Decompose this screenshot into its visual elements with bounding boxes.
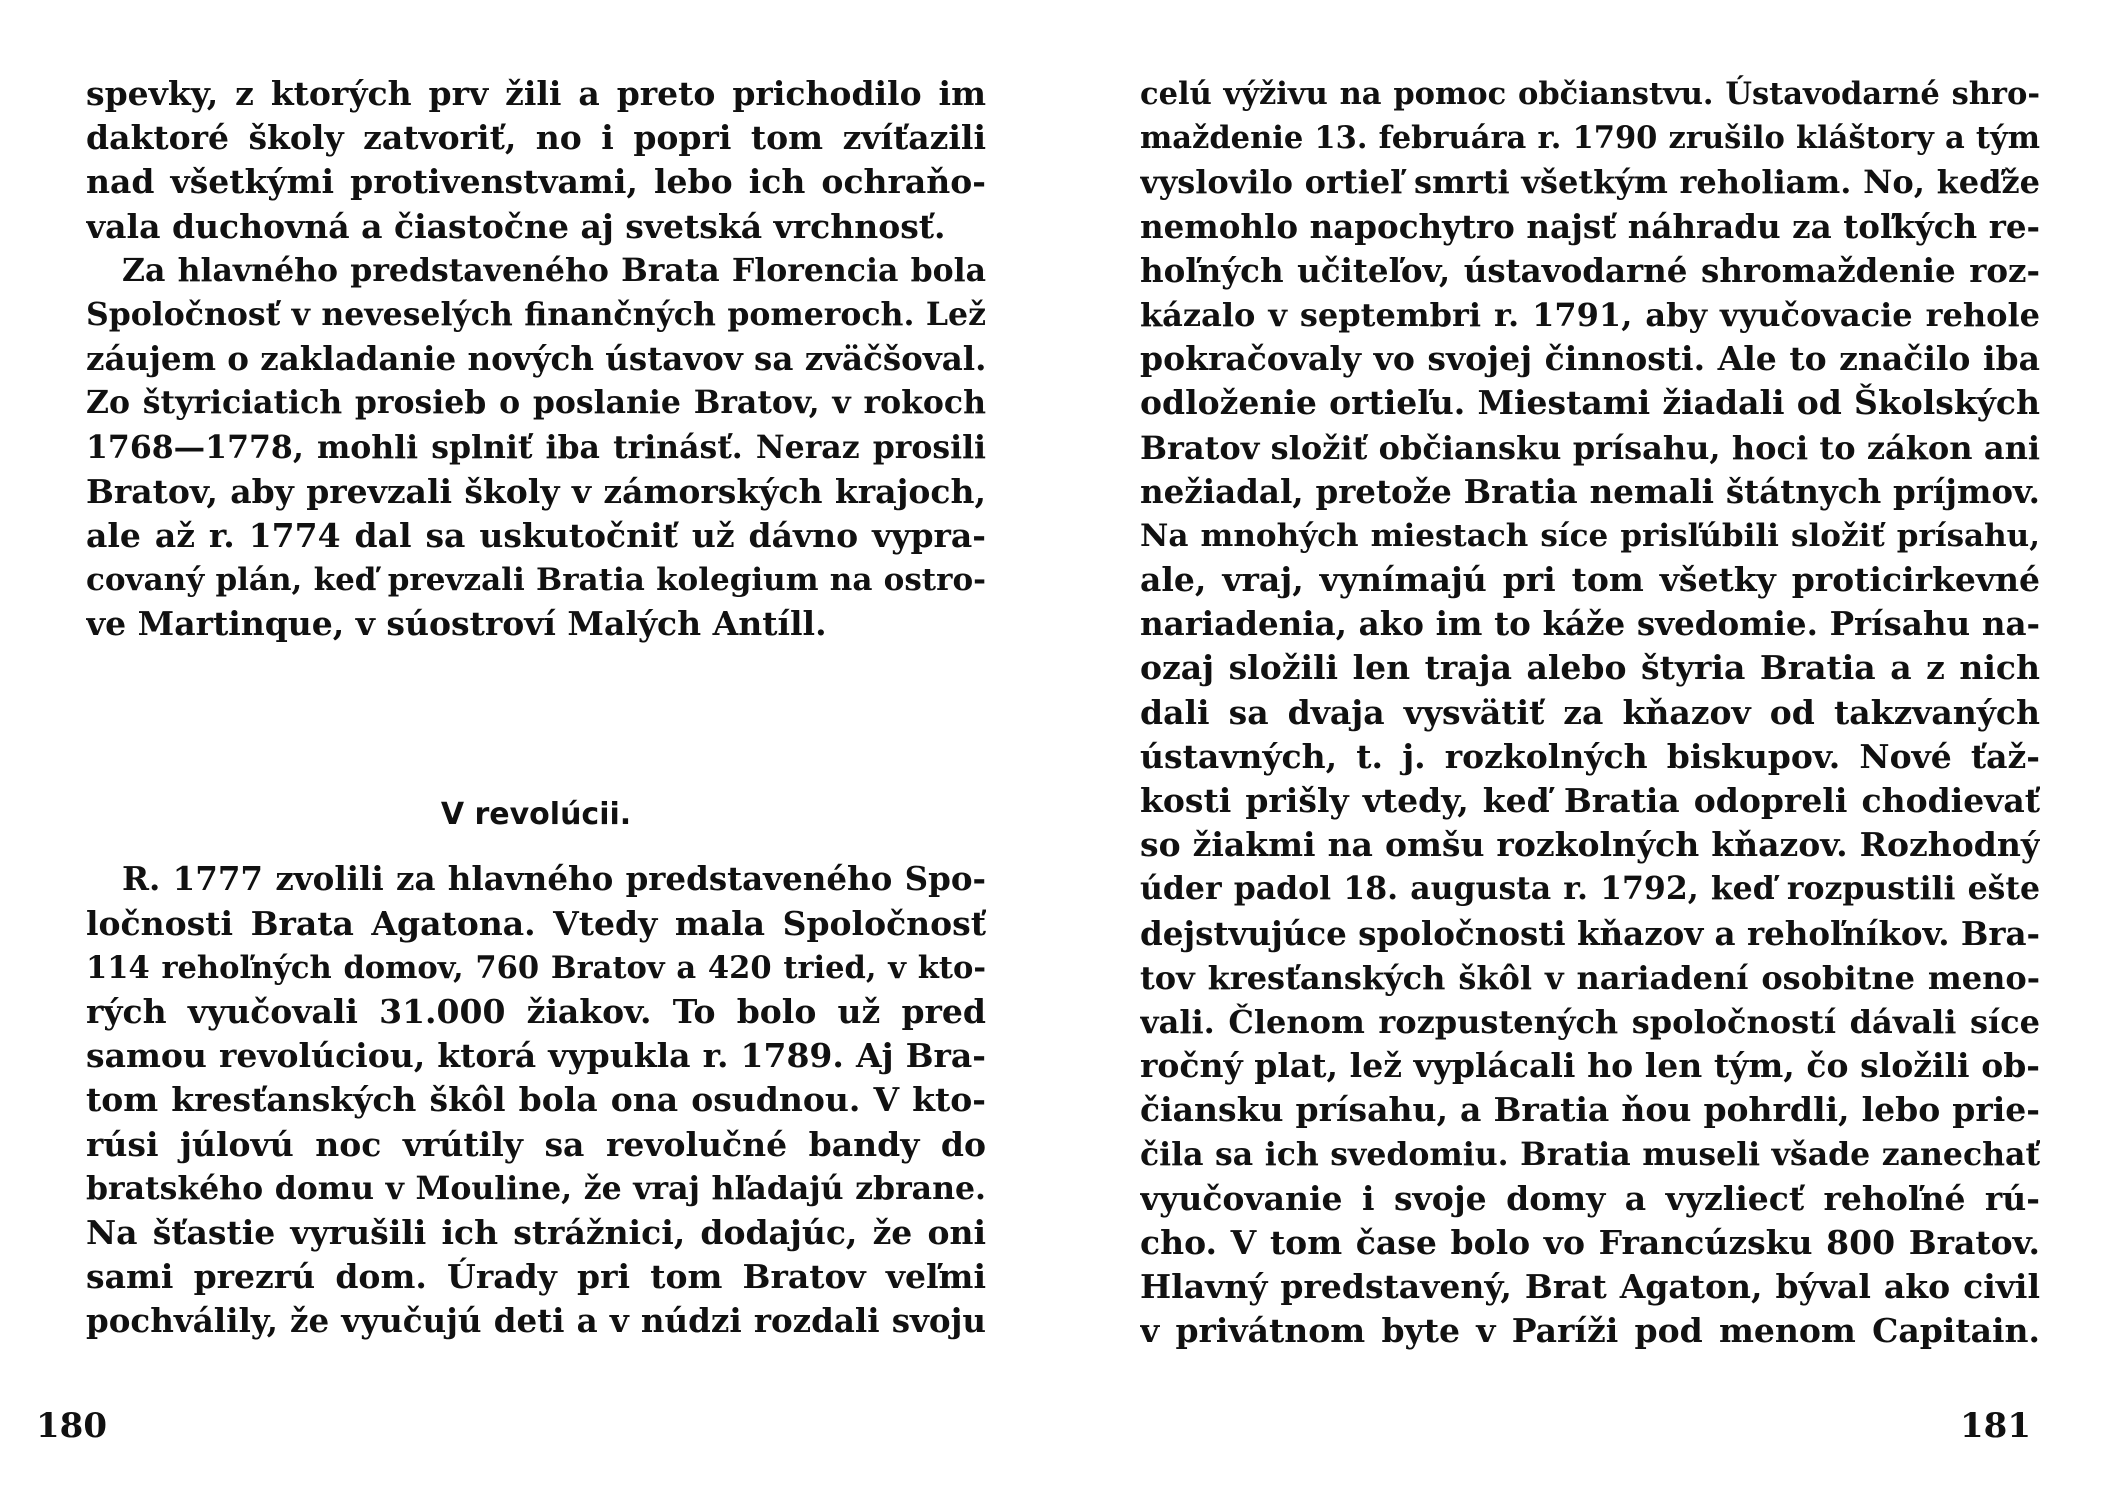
text-line: kázalo v septembri r. 1791, aby vyučovacie rehole: [1140, 295, 2040, 334]
right-page: [1140, 72, 2040, 1472]
left-paragraph-2: [86, 249, 986, 647]
text-line: vyučovanie i svoje domy a vyzliecť rehoľné rú-: [1140, 1178, 2040, 1218]
text-line: tov kresťanských škôl v nariadení osobitne meno-: [1140, 958, 2040, 997]
left-paragraph-3: [86, 857, 986, 1343]
text-line: pokračovaly vo svojej činnosti. Ale to značilo iba: [1140, 339, 2040, 379]
page-number-left: 180: [36, 1406, 107, 1446]
text-line: úder padol 18. augusta r. 1792, keď rozpustili ešte: [1140, 870, 2040, 908]
text-line: nežiadal, pretože Bratia nemali štátnych príjmov.: [1140, 471, 2040, 511]
text-line: ve Martinque, v súostroví Malých Antíll.: [86, 604, 827, 644]
text-line: pochválily, že vyučujú deti a v núdzi rozdali svoju: [86, 1301, 986, 1341]
left-paragraph-1: [86, 72, 986, 249]
text-line: Za hlavného predstaveného Brata Florencia bola: [122, 251, 986, 289]
text-line: so žiakmi na omšu rozkolných kňazov. Rozhodný: [1140, 825, 2040, 865]
text-line: nemohlo napochytro najsť náhradu za toľkých re-: [1140, 206, 2040, 246]
text-line: Hlavný predstavený, Brat Agaton, býval ako civil: [1140, 1267, 2040, 1307]
text-line: dali sa dvaja vysvätiť za kňazov od takzvaných: [1140, 692, 2040, 732]
text-line: Bratov složiť občiansku prísahu, hoci to zákon ani: [1140, 428, 2040, 467]
text-line: hoľných učiteľov, ústavodarné shromaždenie roz-: [1140, 250, 2040, 290]
text-line: nariadenia, ako im to káže svedomie. Prísahu na-: [1140, 604, 2040, 644]
right-paragraph-1: [1140, 72, 2040, 1353]
text-line: v privátnom byte v Paríži pod menom Capitain.: [1140, 1311, 2040, 1351]
text-line: dejstvujúce spoločnosti kňazov a rehoľníkov. Bra-: [1140, 913, 2040, 953]
text-line: Zo štyriciatich prosieb o poslanie Bratov, v rokoch: [86, 384, 986, 422]
text-line: cho. V tom čase bolo vo Francúzsku 800 Bratov.: [1140, 1222, 2040, 1262]
text-line: samou revolúciou, ktorá vypukla r. 1789. Aj Bra-: [86, 1036, 986, 1076]
text-line: R. 1777 zvolili za hlavného predstaveného Spo-: [122, 859, 986, 899]
text-line: záujem o zakladanie nových ústavov sa zväčšoval.: [86, 339, 986, 379]
text-line: nad všetkými protivenstvami, lebo ich ochraňo-: [86, 162, 986, 202]
text-line: ústavných, t. j. rozkolných biskupov. Nové ťaž-: [1140, 736, 2040, 776]
text-line: daktoré školy zatvoriť, no i popri tom zvíťazili: [86, 118, 986, 158]
left-page: [86, 72, 986, 1472]
text-line: ročný plat, lež vyplácali ho len tým, čo složili ob-: [1140, 1046, 2040, 1086]
text-line: rúsi júlovú noc vrútily sa revolučné bandy do: [86, 1124, 986, 1164]
section-heading: V revolúcii.: [440, 797, 632, 833]
text-line: čila sa ich svedomiu. Bratia museli všade zanechať: [1140, 1135, 2040, 1173]
text-line: čiansku prísahu, a Bratia ňou pohrdli, lebo prie-: [1140, 1090, 2040, 1130]
text-line: kosti prišly vtedy, keď Bratia odopreli chodievať: [1140, 781, 2040, 820]
text-line: Na šťastie vyrušili ich strážnici, dodajúc, že oni: [86, 1212, 986, 1252]
text-line: 1768—1778, mohli splniť iba trinásť. Neraz prosili: [86, 428, 986, 466]
text-line: odloženie ortieľu. Miestami žiadali od Školských: [1140, 383, 2040, 423]
text-line: bratského domu v Mouline, že vraj hľadajú zbrane.: [86, 1169, 986, 1207]
text-line: covaný plán, keď prevzali Bratia kolegium na ostro-: [86, 562, 986, 599]
text-line: tom kresťanských škôl bola ona osudnou. V kto-: [86, 1080, 986, 1120]
text-line: vyslovilo ortieľ smrti všetkým reholiam. No, keďže: [1140, 163, 2040, 202]
text-line: sami prezrú dom. Úrady pri tom Bratov veľmi: [86, 1257, 986, 1297]
text-line: ale až r. 1774 dal sa uskutočniť už dávno vypra-: [86, 515, 986, 555]
text-line: Bratov, aby prevzali školy v zámorských krajoch,: [86, 471, 986, 511]
text-line: spevky, z ktorých prv žili a preto prichodilo im: [86, 74, 986, 113]
text-line: Na mnohých miestach síce prisľúbili složiť prísahu,: [1140, 517, 2040, 554]
text-line: Spoločnosť v neveselých finančných pomeroch. Lež: [86, 295, 986, 333]
text-line: vala duchovná a čiastočne aj svetská vrchnosť.: [86, 206, 946, 246]
text-line: vali. Členom rozpustených spoločností dávali síce: [1140, 1002, 2040, 1041]
text-line: rých vyučovali 31.000 žiakov. To bolo už pred: [86, 992, 986, 1031]
text-line: ale, vraj, vynímajú pri tom všetky proticirkevné: [1140, 560, 2040, 600]
text-line: maždenie 13. februára r. 1790 zrušilo kláštory a tým: [1140, 120, 2040, 157]
page-number-right: 181: [1960, 1406, 2031, 1446]
text-line: 114 rehoľných domov, 760 Bratov a 420 tried, v kto-: [86, 949, 986, 986]
text-line: ločnosti Brata Agatona. Vtedy mala Spoločnosť: [86, 903, 986, 943]
text-line: celú výživu na pomoc občianstvu. Ústavodarné shro-: [1140, 76, 2040, 112]
text-line: ozaj složili len traja alebo štyria Bratia a z nich: [1140, 648, 2040, 688]
